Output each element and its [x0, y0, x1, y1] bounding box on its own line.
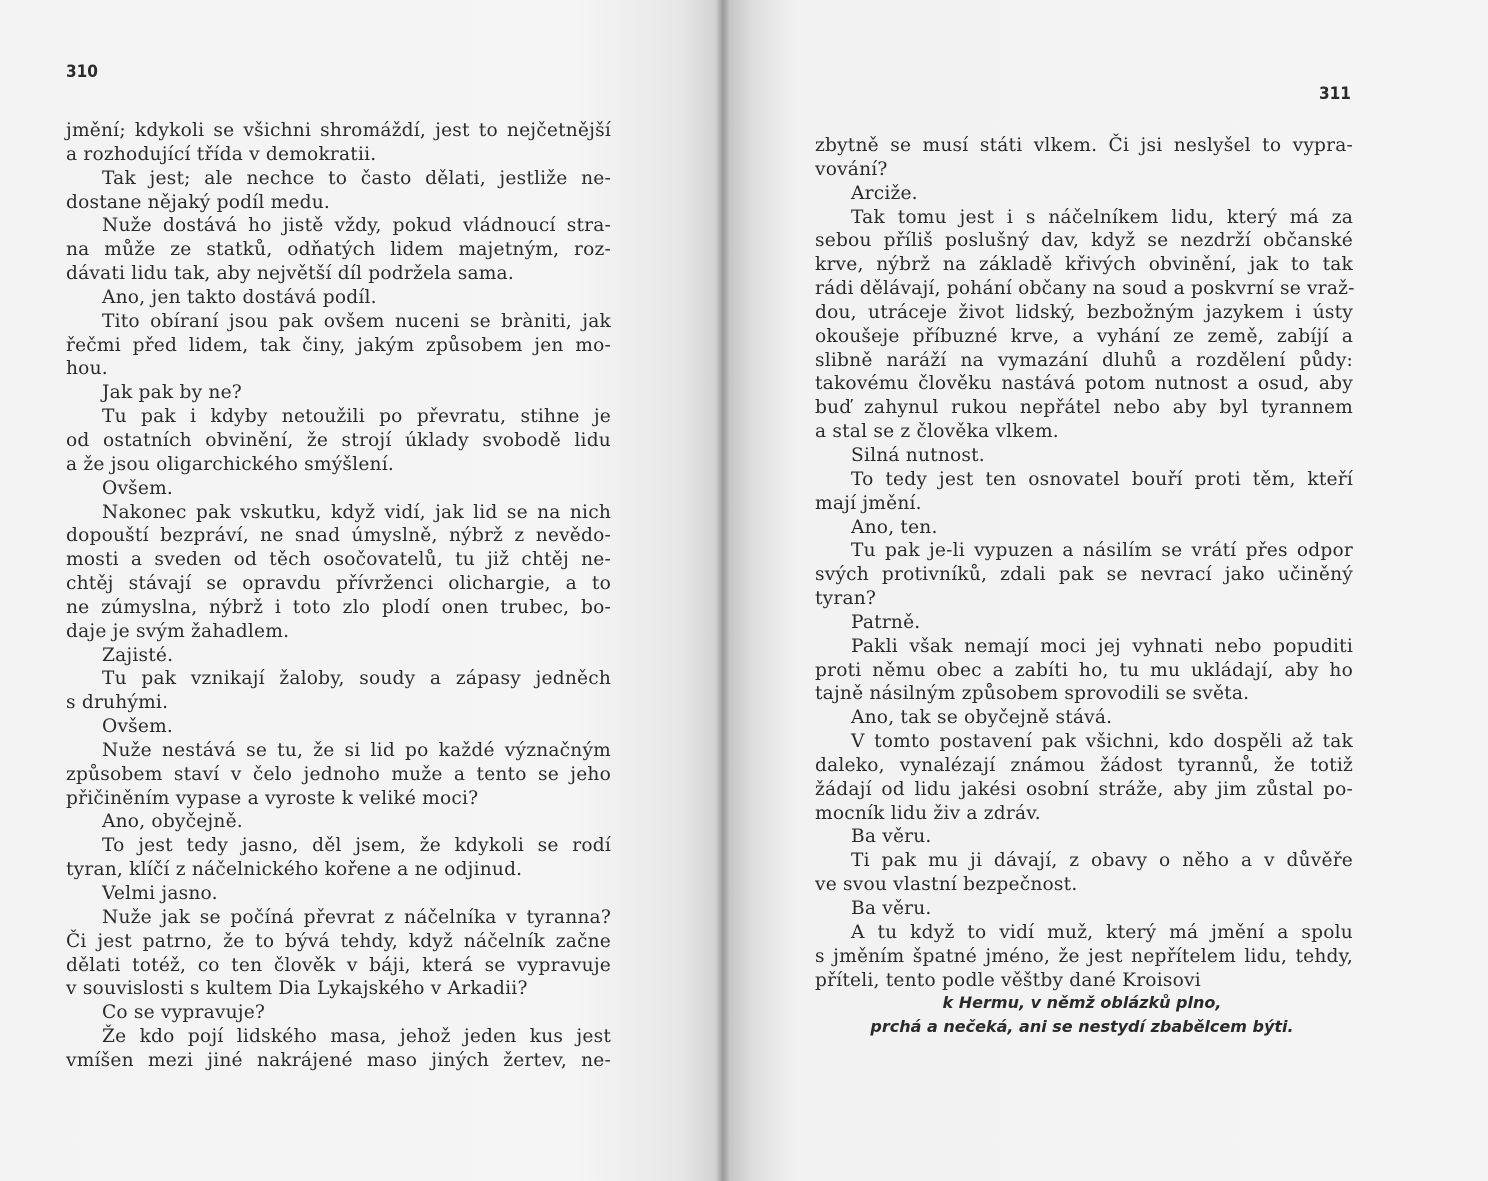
text-line: řečmi před lidem, tak činy, jakým způsobem jen mo- [66, 334, 611, 356]
text-line: žádají od lidu jakési osobní stráže, aby jim zůstal po- [815, 778, 1353, 800]
text-line: Silná nutnost. [851, 444, 985, 466]
text-line: a stal se z člověka vlkem. [815, 421, 1059, 443]
text-line: Tito obíraní jsou pak ovšem nuceni se bràniti, jak [102, 310, 611, 332]
text-line: dávati lidu tak, aby největší díl podržela sama. [66, 263, 514, 285]
text-line: tajně násilným způsobem sprovodili se světa. [815, 683, 1250, 705]
text-line: Nakonec pak vskutku, když vidí, jak lid se na nich [102, 501, 611, 523]
text-line: krve, nýbrž na základě křivých obvinění, jak to tak [815, 254, 1353, 276]
text-line: Tak tomu jest i s náčelníkem lidu, který má za [851, 206, 1353, 228]
text-line: na může ze statků, odňatých lidem majetným, roz- [66, 239, 611, 261]
text-line: takovému člověku nastává potom nutnost a osud, aby [815, 373, 1353, 395]
text-line: Nuže jak se počíná převrat z náčelníka v tyranna? [102, 906, 611, 928]
text-line: Nuže nestává se tu, že si lid po každé význačným [102, 739, 611, 761]
text-line: ve svou vlastní bezpečnost. [815, 874, 1078, 896]
text-line: mosti a sveden od těch osočovatelů, tu již chtěj ne- [66, 549, 611, 571]
page-number-left: 310 [66, 62, 98, 82]
text-line: Tu pak i kdyby netoužili po převratu, stihne je [102, 406, 611, 428]
text-line: Jak pak by ne? [102, 382, 242, 404]
text-line: A tu když to vidí muž, který má jmění a spolu [851, 921, 1353, 943]
text-line: Arciže. [851, 182, 918, 204]
text-line: slibně naráží na vymazání dluhů a rozdělení půdy: [815, 349, 1353, 371]
text-line: daleko, vynalézají známou žádost tyrannů, že totiž [815, 754, 1353, 776]
text-line: dopouští bezpráví, ne snad úmyslně, nýbrž z nevědo- [66, 525, 611, 547]
text-line: v souvislosti s kultem Dia Lykajského v Arkadii? [66, 978, 528, 1000]
text-line: přičiněním vypase a vyroste k veliké moci? [66, 787, 479, 809]
text-line: vmíšen mezi jiné nakrájené maso jiných žertev, ne- [66, 1049, 611, 1071]
right-page [722, 0, 1488, 1181]
text-line: od ostatních obvinění, že strojí úklady svobodě lidu [66, 429, 611, 451]
text-line: V tomto postavení pak všichni, kdo dospěli až tak [851, 731, 1353, 753]
text-line: Ovšem. [102, 716, 174, 738]
verse-line: prchá a nečeká, ani se nestydí zbabělcem býti. [870, 1017, 1294, 1036]
text-line: Tu pak vznikají žaloby, soudy a zápasy jedněch [102, 668, 611, 690]
text-line: Tak jest; ale nechce to často dělati, jestliže ne- [102, 167, 611, 189]
text-line: Či jest patrno, že to bývá tehdy, když náčelník začne [66, 930, 611, 952]
text-line: vování? [815, 158, 888, 180]
text-line: Ba věru. [851, 826, 932, 848]
right-page-text [815, 134, 1353, 992]
text-line: Co se vypravuje? [102, 1002, 266, 1024]
text-line: dostane nějaký podíl medu. [66, 191, 331, 213]
page-number-right: 311 [1319, 84, 1351, 104]
text-line: Ovšem. [102, 477, 174, 499]
text-line: hou. [66, 358, 108, 380]
text-line: Ano, jen takto dostává podíl. [102, 286, 377, 308]
text-line: Ano, obyčejně. [102, 811, 243, 833]
text-line: příteli, tento podle věštby dané Kroisovi [815, 969, 1201, 991]
verse-line: k Hermu, v němž oblázků plno, [942, 993, 1222, 1012]
text-line: zbytně se musí státi vlkem. Či jsi neslyšel to vypra- [815, 135, 1353, 156]
text-line: Ti pak mu ji dávají, z obavy o něho a v důvěře [851, 850, 1353, 872]
text-line: tyran, klíčí z náčelnického kořene a ne odjinud. [66, 859, 523, 881]
left-page [0, 0, 722, 1181]
text-line: s jměním špatné jméno, že jest nepřítelem lidu, tehdy, [815, 945, 1353, 967]
text-line: dou, utráceje život lidský, bezbožným jazykem i ústy [815, 301, 1353, 323]
text-line: rádi dělávají, pohání občany na soud a poskvrní se vraž- [815, 278, 1355, 300]
text-line: Ano, tak se obyčejně stává. [851, 707, 1113, 729]
book-gutter [716, 0, 730, 1181]
text-line: Zajisté. [102, 644, 174, 666]
text-line: Nuže dostává ho jistě vždy, pokud vládnoucí stra- [102, 215, 611, 237]
left-page-text [66, 119, 611, 1073]
text-line: způsobem staví v čelo jednoho muže a tento se jeho [66, 763, 611, 785]
text-line: mají jmění. [815, 492, 922, 514]
text-line: okoušeje příbuzné krve, a vyhání ze země, zabíjí a [815, 325, 1353, 347]
verse-quote [842, 991, 1322, 1039]
text-line: jmění; kdykoli se všichni shromáždí, jest to nejčetnější [66, 120, 611, 141]
text-line: Velmi jasno. [102, 883, 218, 904]
text-line: daje je svým žahadlem. [66, 620, 290, 642]
text-line: ne zúmyslna, nýbrž i toto zlo plodí onen trubec, bo- [66, 596, 611, 618]
text-line: chtěj stávají se opravdu přívrženci olichargie, a to [66, 573, 611, 595]
text-line: svých protivníků, zdali pak se nevrací jako učiněný [815, 564, 1353, 586]
text-line: sebou příliš poslušný dav, když se nezdrží občanské [815, 230, 1353, 252]
text-line: tyran? [815, 588, 877, 610]
text-line: buď zahynul rukou nepřátel nebo aby byl tyrannem [815, 397, 1353, 419]
text-line: Ano, ten. [851, 516, 938, 538]
text-line: Že kdo pojí lidského masa, jehož jeden kus jest [102, 1026, 611, 1048]
text-line: Ba věru. [851, 898, 932, 919]
text-line: a rozhodující třída v demokratii. [66, 143, 377, 165]
text-line: To tedy jest ten osnovatel bouří proti těm, kteří [851, 468, 1353, 490]
text-line: s druhými. [66, 692, 169, 714]
text-line: Tu pak je-li vypuzen a násilím se vrátí přes odpor [851, 540, 1353, 562]
text-line: mocník lidu živ a zdráv. [815, 802, 1041, 824]
text-line: a že jsou oligarchického smýšlení. [66, 453, 394, 475]
text-line: proti němu obec a zabíti ho, tu mu ukládají, aby ho [815, 659, 1353, 681]
text-line: dělati totéž, co ten člověk v báji, která se vypravuje [66, 954, 611, 976]
text-line: Patrně. [851, 611, 921, 633]
text-line: Pakli však nemají moci jej vyhnati nebo popuditi [851, 635, 1353, 657]
text-line: To jest tedy jasno, děl jsem, že kdykoli se rodí [102, 835, 611, 857]
